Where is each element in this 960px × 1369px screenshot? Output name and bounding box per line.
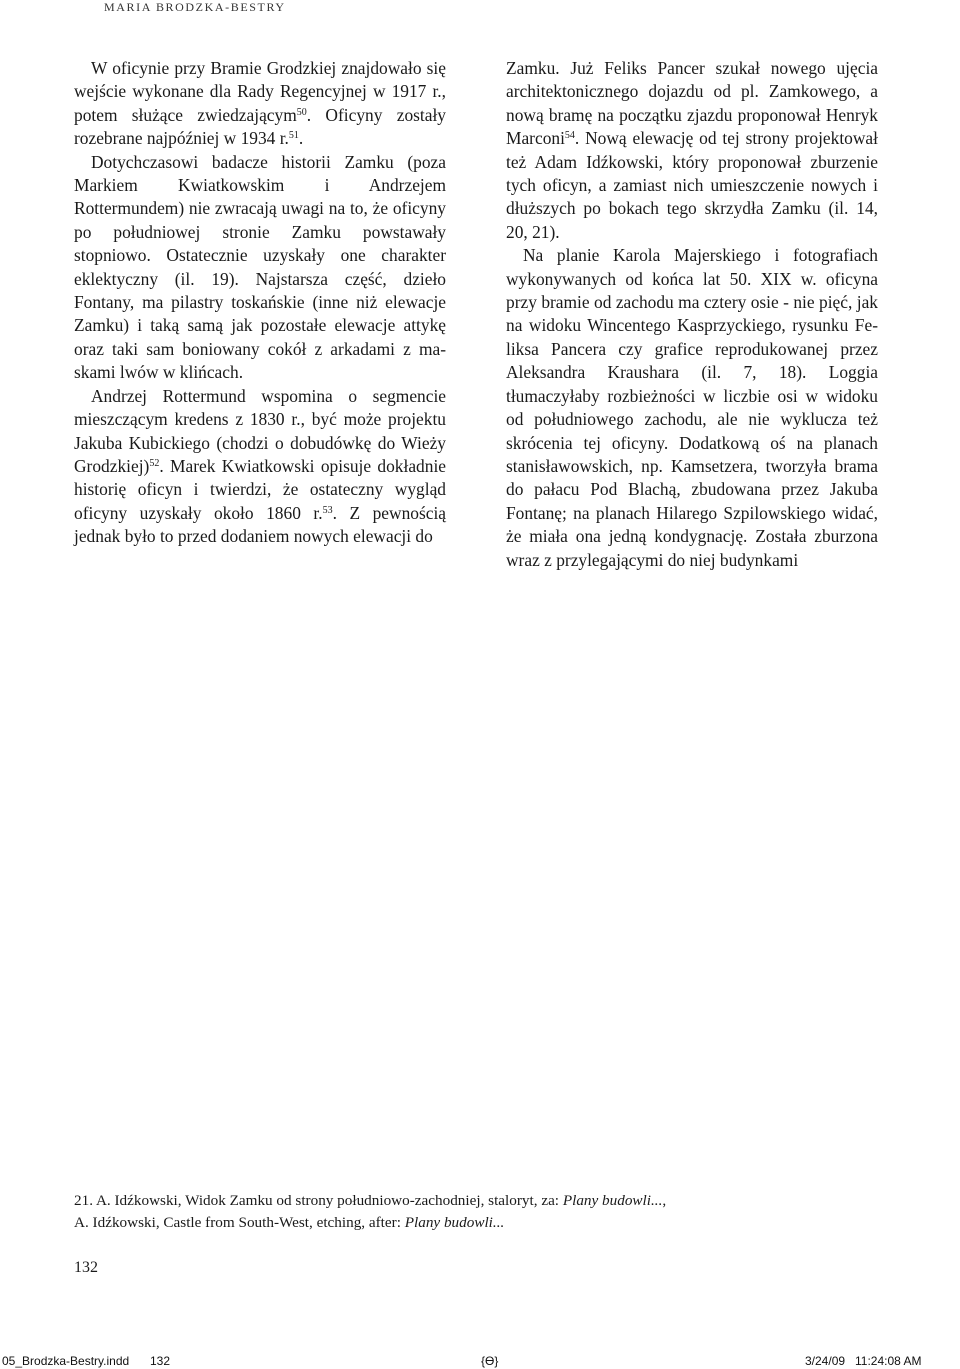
- paragraph: [74, 385, 446, 549]
- footnote-ref: 53: [322, 504, 333, 516]
- paragraph: [74, 57, 446, 151]
- footnote-ref: 54: [564, 130, 575, 142]
- footnote-ref: 50: [296, 106, 307, 118]
- caption-polish: 21. A. Idźkowski, Widok Zamku od strony południowo-zachodniej, staloryt, za: Plany budowli...,: [74, 1192, 667, 1209]
- paragraph-text: . Nową elewację od tej strony projektował też Adam Idźkowski, który proponował zburzenie tych oficyn, a zamiast nich umieszczenie nowych i dłuższych po bokach tego skrzydła Zamku (il. 14, 20, 21).: [506, 128, 878, 242]
- slug-time: 11:24:08 AM: [855, 1354, 922, 1368]
- footnote-ref: 52: [149, 457, 160, 469]
- paragraph-text: W oficynie przy Bramie Grodzkiej znajdowało się wejście wykonane dla Rady Regencyjnej w 1917 r., potem służące zwiedzającym: [74, 58, 446, 125]
- caption-english: A. Idźkowski, Castle from South-West, etching, after: Plany budowli...: [74, 1214, 505, 1231]
- paragraph: [74, 151, 446, 385]
- print-slug: [0, 1341, 960, 1369]
- paragraph-text: Dotychczasowi badacze historii Zamku (poza Markiem Kwiatkowskim i Andrzejem Rottermundem) nie zwracają uwagi na to, że oficyny po południowej stronie Zamku powstawały stopniowo. Ostatecznie uzyskały one charakter eklektyczny (il. 19). Najstarsza część, dzieło Fontany, ma pilastry toskańskie (inne niż elewacje Zamku) i taką samą jak pozostałe elewacje attykę oraz taki sam boniowany cokół z arkadami z maskami lwów w klińcach.: [74, 151, 446, 383]
- paragraph: [506, 244, 878, 572]
- footnote-ref: 51: [288, 130, 299, 142]
- slug-registration-mark: {Ɵ}: [481, 1354, 499, 1368]
- running-head: MARIA BRODZKA-BESTRY: [104, 0, 286, 14]
- paragraph-text: . Marek Kwiatkowski opisuje dokładnie historię oficyn i twierdzi, że ostateczny wygląd oficyny uzyskały około 1860 r.: [74, 455, 446, 523]
- text-column-left: [74, 57, 446, 549]
- paragraph-text: Na planie Karola Majerskiego i fotografiach wykonywanych od końca lat 50. XIX w. oficyna przy bramie od zachodu ma cztery osie - nie pięć, jak na widoku Wincentego Kasprzyckiego, rysunku Feliksa Pancera czy grafice reprodukowanej przez Aleksandra Kraushara (il. 7, 18). Loggia tłumaczyłaby rozbieżności w liczbie osi w widoku od południowego zachodu, ale nie wyklucza też skrócenia tej oficyny. Dodatkową oś na planach stanisławowskich, np. Kamsetzera, tworzyła brama do pałacu Pod Blachą, zbudowana przez Jakuba Fontanę; na planach Hilarego Szpilowskiego widać, że miała ona jedną kondygnację. Została zburzona wraz z przylegającymi do niej budynkami: [506, 245, 878, 570]
- paragraph-text: . Oficyny zostały rozebrane najpóźniej w 1934 r.: [74, 104, 446, 149]
- paragraph-text: .: [298, 128, 304, 149]
- page-number: 132: [74, 1259, 98, 1276]
- paragraph-text: . Z pewnością jednak było to przed dodaniem nowych elewacji do: [74, 502, 446, 547]
- figure-caption: [74, 1190, 880, 1234]
- slug-page: 132: [150, 1354, 171, 1368]
- paragraph-text: Andrzej Rottermund wspomina o segmencie mieszczącym kredens z 1830 r., być może projektu Jakuba Kubickiego (chodzi o dobudówkę do Wieży Grodzkiej): [74, 385, 446, 476]
- slug-filename: 05_Brodzka-Bestry.indd: [2, 1354, 130, 1368]
- slug-date: 3/24/09: [805, 1354, 846, 1368]
- paragraph: [506, 57, 878, 244]
- text-column-right: [506, 57, 878, 572]
- paragraph-text: Zamku. Już Feliks Pancer szukał nowego ujęcia architektonicznego dojazdu od pl. Zamkowego, a nową bramę na początku zjazdu proponował Henryk Marconi: [506, 58, 878, 149]
